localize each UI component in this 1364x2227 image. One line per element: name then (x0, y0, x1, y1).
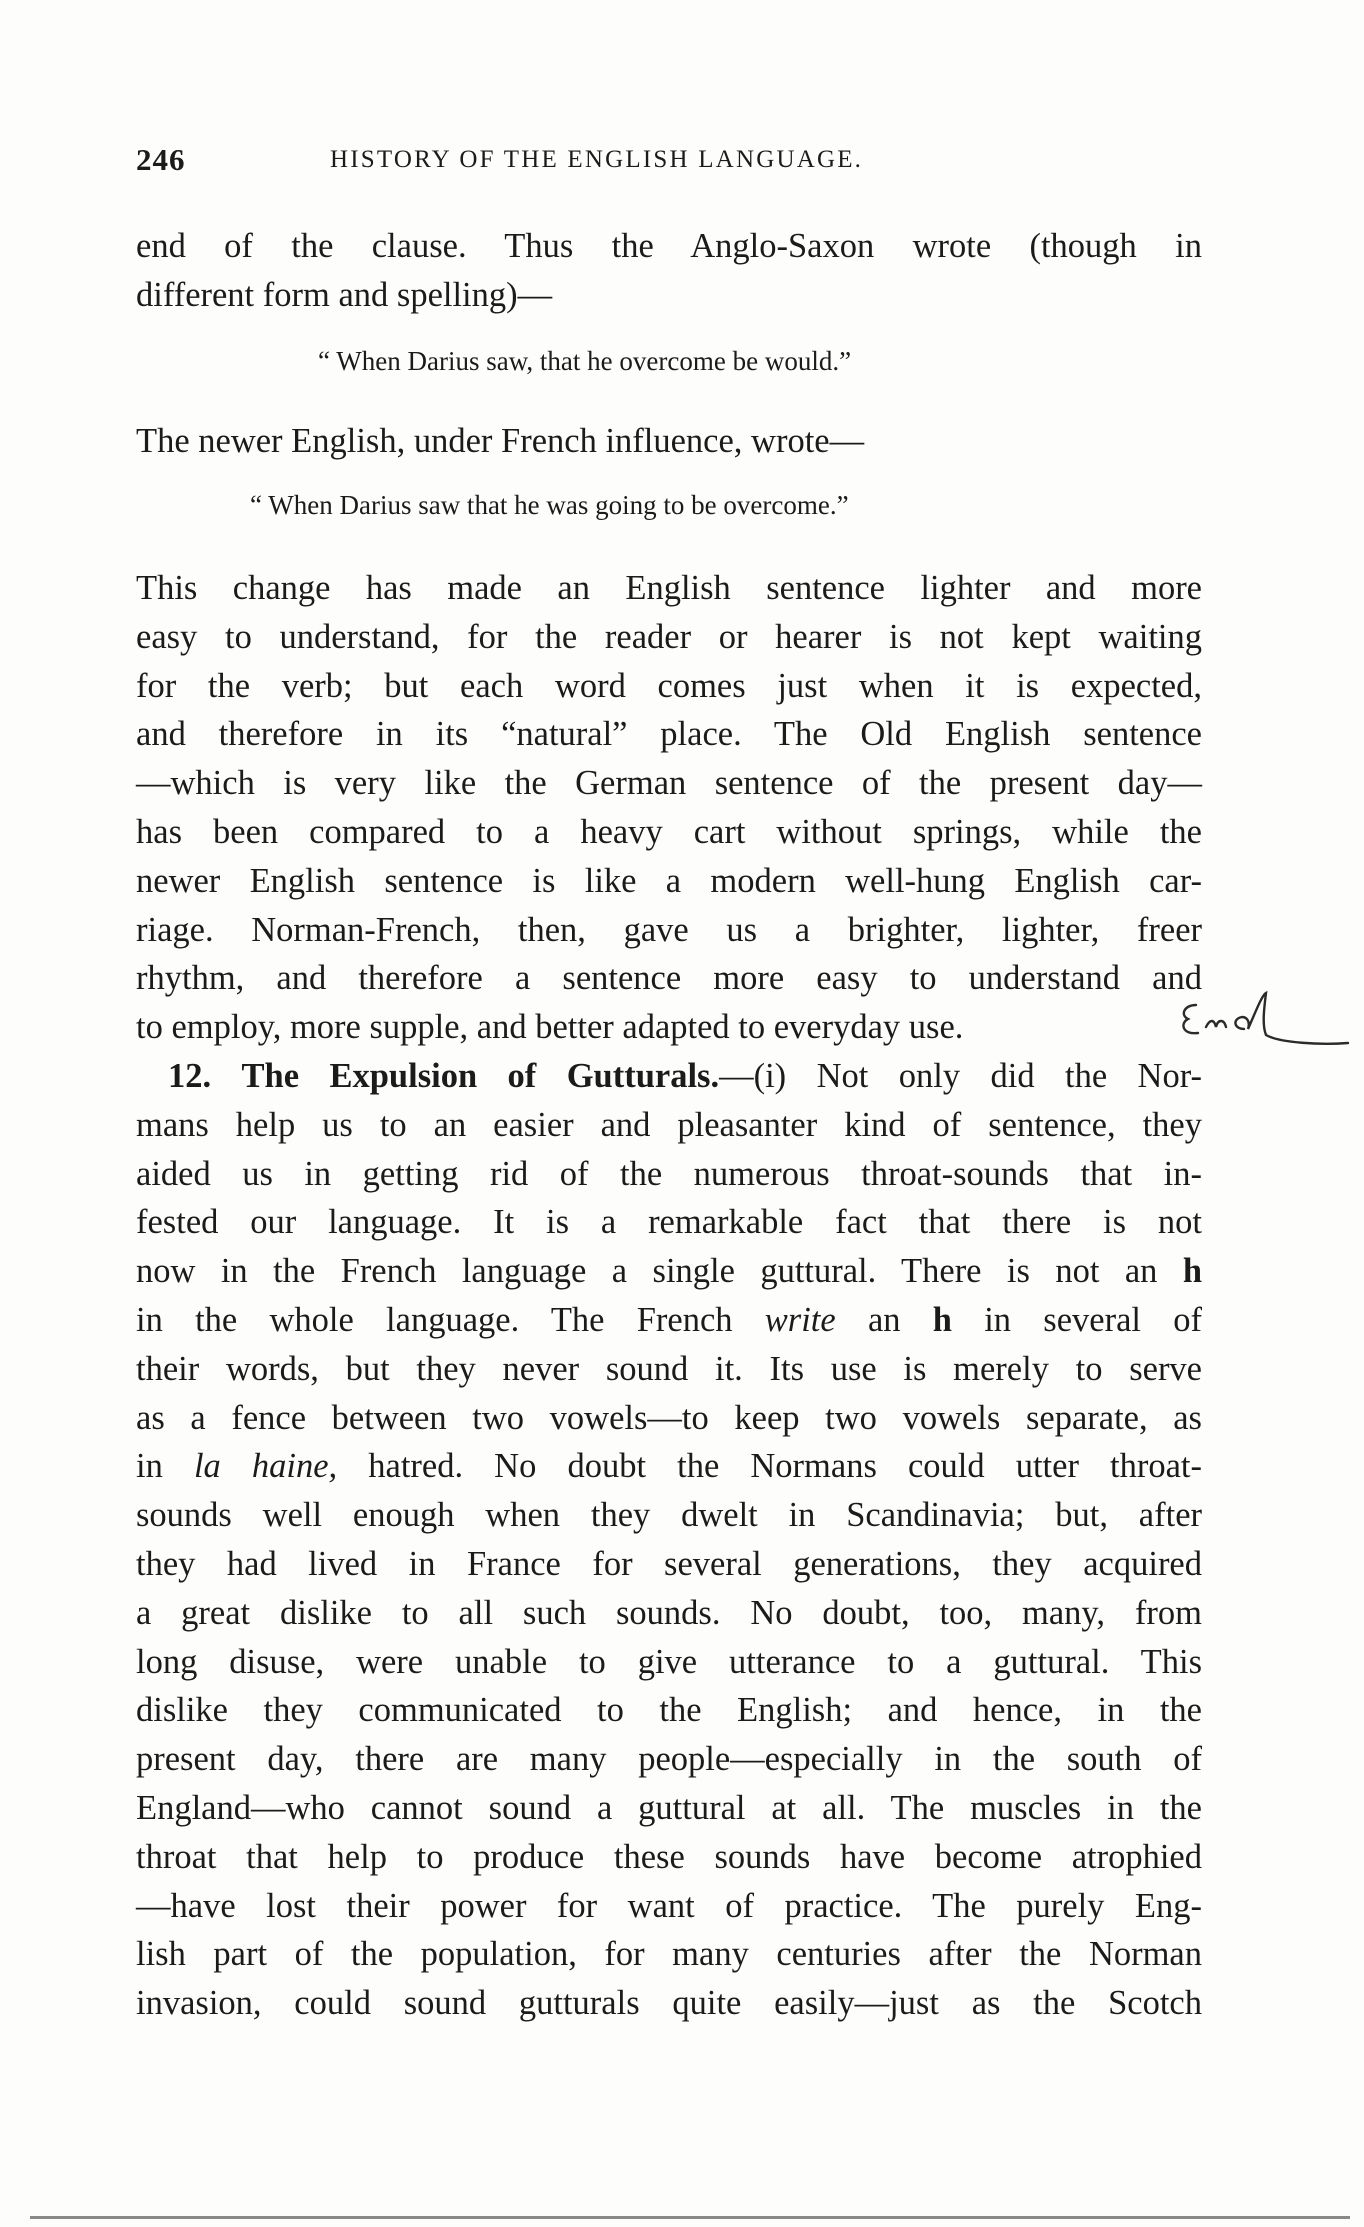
text-line: to employ, more supple, and better adapted to everyday use. (136, 1008, 964, 1047)
text-line (136, 1247, 1202, 1296)
block-quote-1: “ When Darius saw, that he overcome be would.” (318, 346, 852, 376)
block-quote-2: “ When Darius saw that he was going to be overcome.” (250, 490, 849, 520)
text-line: different form and spelling)— (136, 275, 553, 314)
text-line: —have lost their power for want of practice. The purely Eng- (136, 1886, 1202, 1925)
text-line: invasion, could sound gutturals quite easily—just as the Scotch (136, 1984, 1202, 2023)
text-line: present day, there are many people—especially in the south of (136, 1740, 1202, 1779)
text-line: lish part of the population, for many centuries after the Norman (136, 1935, 1202, 1974)
text-line (136, 1442, 1202, 1491)
text-line: rhythm, and therefore a sentence more easy to understand and (136, 959, 1202, 998)
italic-la-haine: la haine, (193, 1447, 338, 1486)
text-line: fested our language. It is a remarkable fact that there is not (136, 1203, 1202, 1242)
text-line: sounds well enough when they dwelt in Scandinavia; but, after (136, 1496, 1202, 1535)
page-bottom-edge (30, 2216, 1350, 2219)
page-header (136, 142, 1206, 182)
text-line: —which is very like the German sentence of the present day— (136, 764, 1202, 803)
text-fragment: hatred. No doubt the Normans could utter throat- (337, 1447, 1202, 1486)
text-line: throat that help to produce these sounds have become atrophied (136, 1837, 1202, 1876)
bold-letter-h: h (932, 1300, 952, 1339)
text-line: aided us in getting rid of the numerous throat-sounds that in- (136, 1154, 1202, 1193)
text-line: long disuse, were unable to give utterance to a guttural. This (136, 1642, 1202, 1681)
text-fragment: now in the French language a single guttural. There is not an (136, 1252, 1183, 1291)
text-fragment: an (835, 1300, 933, 1339)
text-fragment: —(i) Not only did the Nor- (719, 1057, 1202, 1095)
text-line: has been compared to a heavy cart without springs, while the (136, 812, 1202, 851)
text-line: end of the clause. Thus the Anglo-Saxon wrote (though in (136, 227, 1202, 265)
bold-letter-h: h (1182, 1252, 1202, 1291)
page-number: 246 (136, 142, 186, 177)
text-line: as a fence between two vowels—to keep two vowels separate, as (136, 1398, 1202, 1437)
handwritten-end-annotation (1170, 985, 1350, 1055)
text-line: easy to understand, for the reader or hearer is not kept waiting (136, 617, 1202, 656)
section-12 (136, 1052, 1202, 2028)
text-line: mans help us to an easier and pleasanter kind of sentence, they (136, 1105, 1202, 1144)
text-line: This change has made an English sentence lighter and more (136, 569, 1202, 607)
text-line: England—who cannot sound a guttural at all. The muscles in the (136, 1788, 1202, 1827)
paragraph-sentence-change (136, 564, 1202, 1052)
text-line: dislike they communicated to the English; and hence, in the (136, 1691, 1202, 1730)
text-line (136, 1296, 1202, 1345)
text-line: their words, but they never sound it. Its use is merely to serve (136, 1349, 1202, 1388)
text-line: and therefore in its “natural” place. The Old English sentence (136, 715, 1202, 754)
text-fragment: in several of (951, 1300, 1202, 1339)
text-fragment: in (136, 1447, 194, 1486)
text-line: they had lived in France for several generations, they acquired (136, 1544, 1202, 1583)
section-title: The Expulsion of Gutturals. (241, 1057, 720, 1095)
text-fragment: in the whole language. The French (136, 1300, 765, 1339)
text-line: riage. Norman-French, then, gave us a brighter, lighter, freer (136, 910, 1202, 949)
section-heading-line (136, 1052, 1202, 1101)
transition-text (136, 417, 1202, 466)
italic-write: write (764, 1300, 836, 1339)
text-line: a great dislike to all such sounds. No doubt, too, many, from (136, 1593, 1202, 1632)
section-number: 12. (168, 1057, 212, 1095)
intro-text (136, 222, 1202, 320)
text-line: newer English sentence is like a modern well-hung English car- (136, 861, 1202, 900)
text-line: The newer English, under French influence, wrote— (136, 422, 865, 460)
running-head: HISTORY OF THE ENGLISH LANGUAGE. (330, 146, 864, 173)
text-line: for the verb; but each word comes just when it is expected, (136, 666, 1202, 705)
